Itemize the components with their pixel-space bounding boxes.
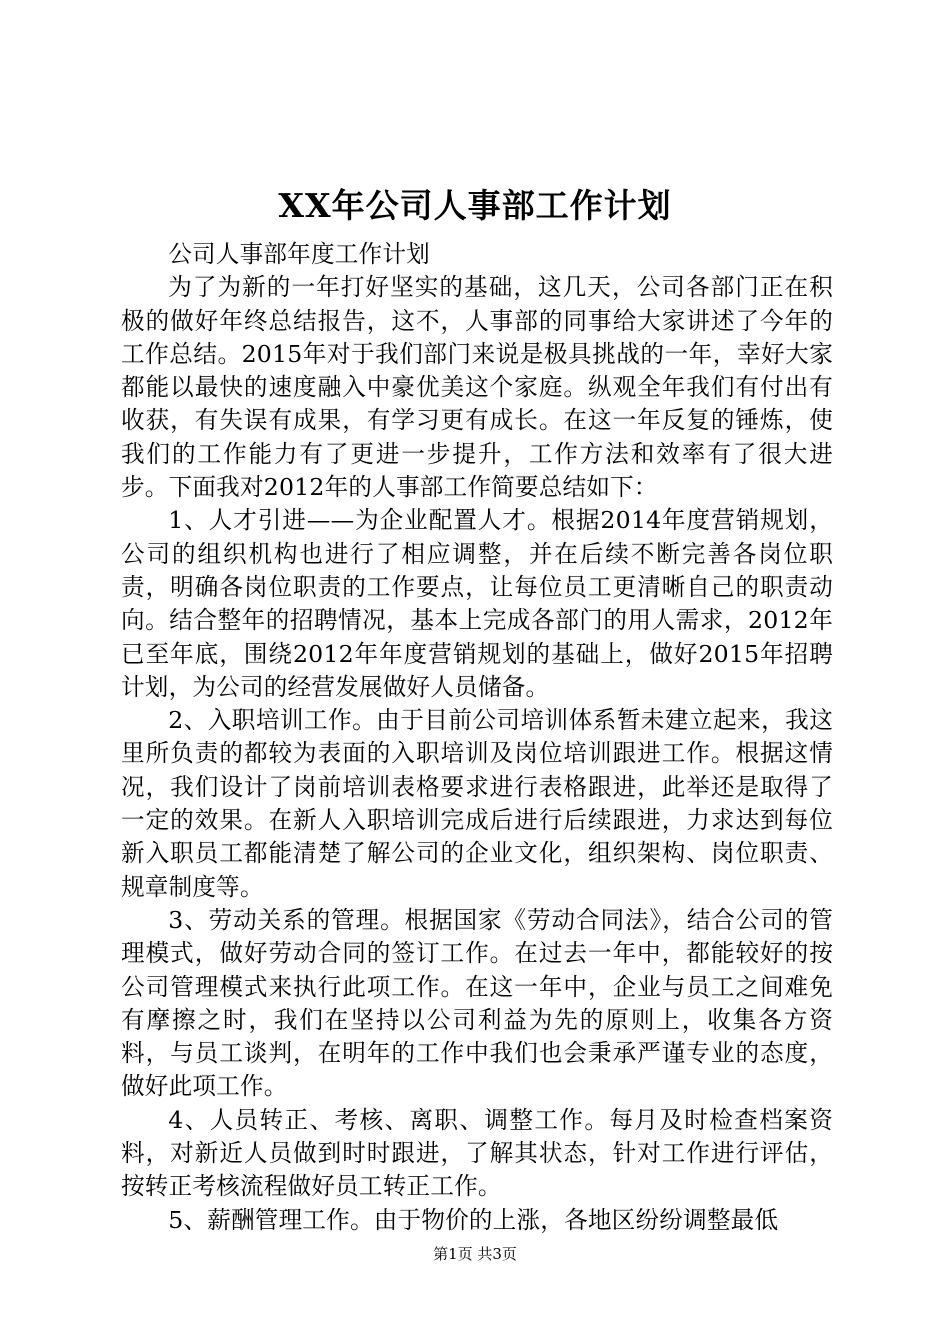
paragraph-item-5: 5、薪酬管理工作。由于物价的上涨，各地区纷纷调整最低 (168, 1205, 779, 1234)
paragraph-intro: 为了为新的一年打好坚实的基础，这几天，公司各部门正在积极的做好年终总结报告，这不，人事部的同事给大家讲述了今年的工作总结。2015年对于我们部门来说是极具挑战的一年，幸好大家都能以最快的速度融入中豪优美这个家庭。纵观全年我们有付出有收获，有失误有成果，有学习更有成长。在这一年反复的锤炼，使我们的工作能力有了更进一步提升，工作方法和效率有了很大进步。下面我对2012年的人事部工作简要总结如下： (121, 273, 833, 502)
paragraph-item-1: 1、人才引进——为企业配置人才。根据2014年度营销规划，公司的组织机构也进行了相应调整，并在后续不断完善各岗位职责，明确各岗位职责的工作要点，让每位员工更清晰自己的职责动向。结合整年的招聘情况，基本上完成各部门的用人需求，2012年已至年底，围绕2012年年度营销规划的基础上，做好2015年招聘计划，为公司的经营发展做好人员储备。 (121, 506, 833, 701)
document-body (121, 238, 833, 1237)
paragraph-item-2: 2、入职培训工作。由于目前公司培训体系暂未建立起来，我这里所负责的都较为表面的入职培训及岗位培训跟进工作。根据这情况，我们设计了岗前培训表格要求进行表格跟进，此举还是取得了一定的效果。在新人入职培训完成后进行后续跟进，力求达到每位新入职员工都能清楚了解公司的企业文化，组织架构、岗位职责、规章制度等。 (121, 706, 833, 901)
document-subtitle: 公司人事部年度工作计划 (168, 240, 430, 268)
page-title: XX年公司人事部工作计划 (278, 186, 672, 225)
paragraph-item-3: 3、劳动关系的管理。根据国家《劳动合同法》，结合公司的管理模式，做好劳动合同的签订工作。在过去一年中，都能较好的按公司管理模式来执行此项工作。在这一年中，企业与员工之间难免有摩擦之时，我们在坚持以公司利益为先的原则上，收集各方资料，与员工谈判，在明年的工作中我们也会秉承严谨专业的态度，做好此项工作。 (121, 905, 833, 1101)
paragraph-item-4: 4、人员转正、考核、离职、调整工作。每月及时检查档案资料，对新近人员做到时时跟进，了解其状态，针对工作进行评估，按转正考核流程做好员工转正工作。 (121, 1105, 833, 1201)
page-number-footer: 第1页 共3页 (433, 1245, 517, 1263)
